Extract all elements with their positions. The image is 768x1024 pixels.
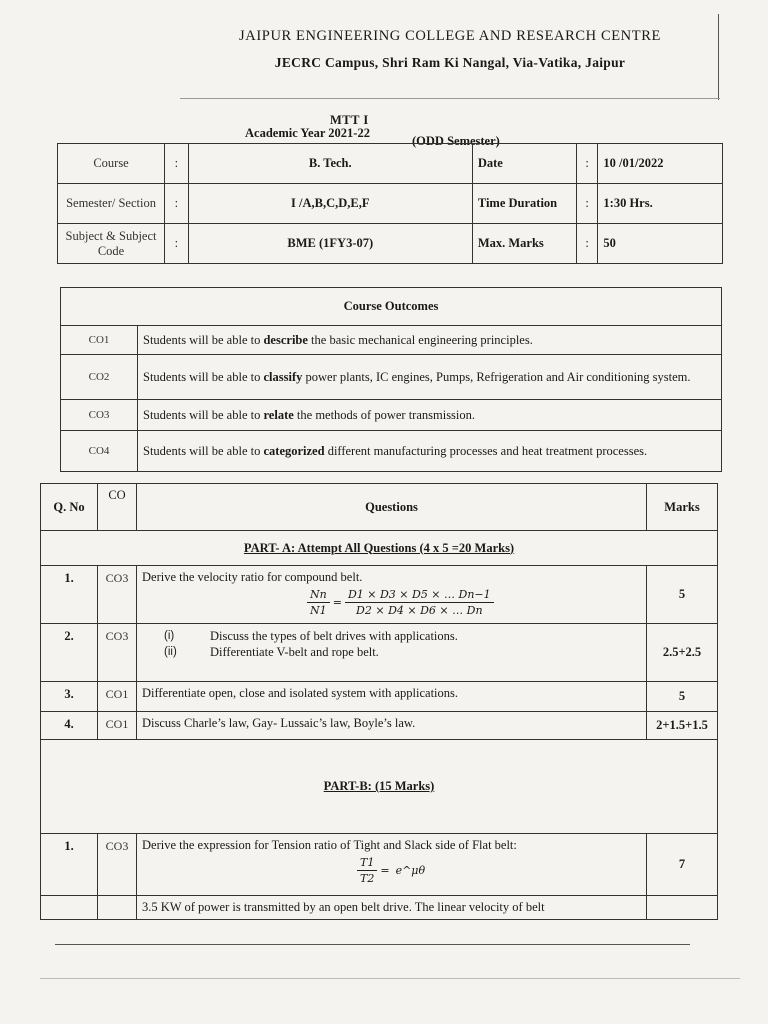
question-text: [137, 624, 647, 682]
course-value: B. Tech.: [188, 144, 472, 184]
marks-header: Marks: [647, 484, 718, 531]
semester-type: (ODD Semester): [412, 134, 500, 148]
header-border-right: [718, 14, 719, 100]
question-number: 2.: [41, 624, 98, 682]
section-value: I /A,B,C,D,E,F: [188, 184, 472, 224]
question-marks: [647, 896, 718, 920]
question-co: CO3: [98, 566, 137, 624]
velocity-ratio-formula: $\frac{Nn}{N1}$ = $\frac{D1 \times D3 \times D5 \times \dots Dn-1}{D2 \times D4 \times D6 \times \dots Dn}$: [307, 587, 641, 618]
part-b-row: [41, 740, 718, 834]
question-number: 1.: [41, 566, 98, 624]
outcome-row: [61, 400, 722, 431]
question-marks: 2.5+2.5: [647, 624, 718, 682]
question-text: Discuss Charle’s law, Gay- Lussaic’s law, Boyle’s law.: [137, 712, 647, 740]
outcome-code: CO4: [61, 431, 138, 472]
course-outcomes-table: [60, 287, 722, 472]
question-row: [41, 624, 718, 682]
info-row-subject: [58, 224, 723, 264]
question-text: Derive the expression for Tension ratio of Tight and Slack side of Flat belt: $\frac{T1}{T2}$ = e^μθ: [137, 834, 647, 896]
question-co: CO1: [98, 682, 137, 712]
outcome-row: [61, 355, 722, 400]
colon: :: [165, 184, 189, 224]
question-row: [41, 712, 718, 740]
question-text: Differentiate open, close and isolated system with applications.: [137, 682, 647, 712]
date-value: 10 /01/2022: [598, 144, 723, 184]
question-row: [41, 682, 718, 712]
course-outcomes-title: Course Outcomes: [61, 288, 722, 326]
outcome-code: CO2: [61, 355, 138, 400]
questions-header-row: [41, 484, 718, 531]
outcome-description: Students will be able to relate the methods of power transmission.: [138, 400, 722, 431]
outcome-row: [61, 326, 722, 355]
part-a-row: [41, 531, 718, 566]
colon: :: [576, 144, 598, 184]
colon: :: [165, 144, 189, 184]
question-co: CO3: [98, 624, 137, 682]
colon: :: [576, 224, 598, 264]
question-marks: 5: [647, 566, 718, 624]
co-header: CO: [98, 484, 137, 531]
college-address: JECRC Campus, Shri Ram Ki Nangal, Via-Vatika, Jaipur: [274, 55, 626, 70]
question-marks: 5: [647, 682, 718, 712]
duration-label: Time Duration: [472, 184, 576, 224]
colon: :: [165, 224, 189, 264]
question-co: [98, 896, 137, 920]
exam-name: MTT I: [330, 113, 369, 127]
question-row: [41, 896, 718, 920]
question-text: Derive the velocity ratio for compound belt. $\frac{Nn}{N1}$ = $\frac{D1 \times D3 \times D5 \times \dots Dn-1}{D2 \times D4 \times D6 \times \dots Dn}$: [137, 566, 647, 624]
info-row-section: [58, 184, 723, 224]
academic-year: Academic Year 2021-22: [245, 126, 370, 140]
question-row: [41, 834, 718, 896]
section-label: Semester/ Section: [58, 184, 165, 224]
subject-label: Subject & Subject Code: [58, 224, 165, 264]
questions-table: [40, 483, 718, 920]
info-row-course: [58, 144, 723, 184]
tension-ratio-formula: $\frac{T1}{T2}$ = e^μθ: [357, 855, 641, 886]
outcome-row: [61, 431, 722, 472]
date-label: Date: [472, 144, 576, 184]
question-number: 1.: [41, 834, 98, 896]
question-marks: 2+1.5+1.5: [647, 712, 718, 740]
question-number: [41, 896, 98, 920]
question-co: CO3: [98, 834, 137, 896]
part-a-title: PART- A: Attempt All Questions (4 x 5 =20 Marks): [41, 531, 718, 566]
part-b-title: PART-B: (15 Marks): [41, 740, 718, 834]
question-number: 4.: [41, 712, 98, 740]
outcome-code: CO1: [61, 326, 138, 355]
qno-header: Q. No: [41, 484, 98, 531]
question-row: [41, 566, 718, 624]
questions-header: Questions: [137, 484, 647, 531]
outcome-description: Students will be able to classify power plants, IC engines, Pumps, Refrigeration and Air conditioning system.: [138, 355, 722, 400]
sub-question: (ii) Differentiate V-belt and rope belt.: [164, 645, 379, 659]
max-marks-value: 50: [598, 224, 723, 264]
question-text: 3.5 KW of power is transmitted by an open belt drive. The linear velocity of belt: [137, 896, 647, 920]
outcome-code: CO3: [61, 400, 138, 431]
question-marks: 7: [647, 834, 718, 896]
outcome-description: Students will be able to describe the basic mechanical engineering principles.: [138, 326, 722, 355]
course-label: Course: [58, 144, 165, 184]
sub-question: (i) Discuss the types of belt drives with applications.: [164, 629, 458, 643]
college-name: JAIPUR ENGINEERING COLLEGE AND RESEARCH CENTRE: [239, 28, 661, 44]
question-co: CO1: [98, 712, 137, 740]
duration-value: 1:30 Hrs.: [598, 184, 723, 224]
college-header: [180, 28, 720, 71]
page-rule: [40, 978, 740, 979]
page-rule: [55, 944, 690, 945]
outcome-description: Students will be able to categorized different manufacturing processes and heat treatment processes.: [138, 431, 722, 472]
header-border-bottom: [180, 98, 720, 99]
colon: :: [576, 184, 598, 224]
subject-value: BME (1FY3-07): [188, 224, 472, 264]
exam-info-table: [57, 143, 723, 264]
question-number: 3.: [41, 682, 98, 712]
max-marks-label: Max. Marks: [472, 224, 576, 264]
